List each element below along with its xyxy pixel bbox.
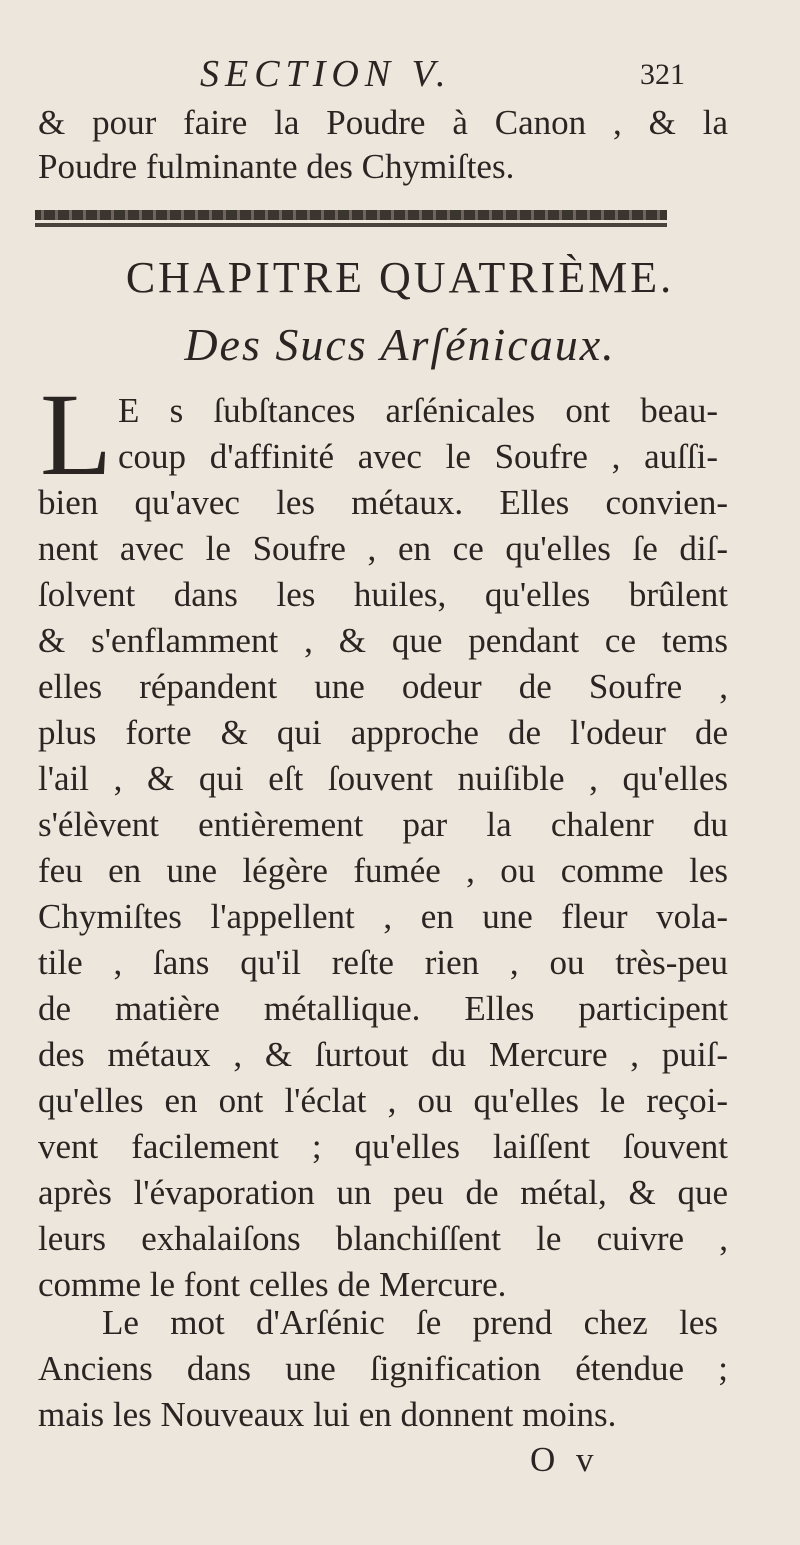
ornamental-rule xyxy=(35,210,667,220)
paragraph-line: ſolvent dans les huiles, qu'elles brûlent xyxy=(38,575,728,614)
carryover-line: Poudre fulminante des Chymiſtes. xyxy=(38,147,515,186)
paragraph-line: Anciens dans une ſignification étendue ; xyxy=(38,1349,728,1388)
section-title: SECTION V. xyxy=(200,53,452,95)
paragraph-line: plus forte & qui approche de l'odeur de xyxy=(38,713,728,752)
paragraph-line: Le mot d'Arſénic ſe prend chez les xyxy=(102,1303,718,1342)
paragraph-line: leurs exhalaiſons blanchiſſent le cuivre , xyxy=(38,1219,728,1258)
paragraph-line: mais les Nouveaux lui en donnent moins. xyxy=(38,1395,617,1434)
paragraph-line: de matière métallique. Elles participent xyxy=(38,989,728,1028)
paragraph-line: vent facilement ; qu'elles laiſſent ſouvent xyxy=(38,1127,728,1166)
paragraph-line: comme le font celles de Mercure. xyxy=(38,1265,507,1304)
paragraph-line: Chymiſtes l'appellent , en une fleur vola- xyxy=(38,897,728,936)
paragraph-line: & s'enflamment , & que pendant ce tems xyxy=(38,621,728,660)
paragraph-line: tile , ſans qu'il reſte rien , ou très-peu xyxy=(38,943,728,982)
chapter-subtitle: Des Sucs Arſénicaux. xyxy=(184,319,616,370)
paragraph-line: nent avec le Soufre , en ce qu'elles ſe diſ- xyxy=(38,529,728,568)
paragraph-line: elles répandent une odeur de Soufre , xyxy=(38,667,728,706)
chapter-title: CHAPITRE QUATRIÈME. xyxy=(125,253,675,302)
paragraph-line: bien qu'avec les métaux. Elles convien- xyxy=(38,483,728,522)
running-head xyxy=(0,52,800,98)
paragraph-line: l'ail , & qui eſt ſouvent nuiſible , qu'elles xyxy=(38,759,728,798)
paragraph-line: feu en une légère fumée , ou comme les xyxy=(38,851,728,890)
paragraph-line: des métaux , & ſurtout du Mercure , puiſ- xyxy=(38,1035,728,1074)
paragraph-line: coup d'affinité avec le Soufre , auſſi- xyxy=(118,437,718,476)
catchword: O v xyxy=(530,1440,600,1479)
paragraph-line: après l'évaporation un peu de métal, & que xyxy=(38,1173,728,1212)
ornamental-rule-line xyxy=(35,223,667,227)
paragraph-line: s'élèvent entièrement par la chalenr du xyxy=(38,805,728,844)
carryover-line: & pour faire la Poudre à Canon , & la xyxy=(38,103,728,142)
drop-cap: L xyxy=(40,369,113,500)
page-number: 321 xyxy=(640,58,685,91)
paragraph-line: E s ſubſtances arſénicales ont beau- xyxy=(118,391,718,430)
paragraph-line: qu'elles en ont l'éclat , ou qu'elles le reçoi- xyxy=(38,1081,728,1120)
